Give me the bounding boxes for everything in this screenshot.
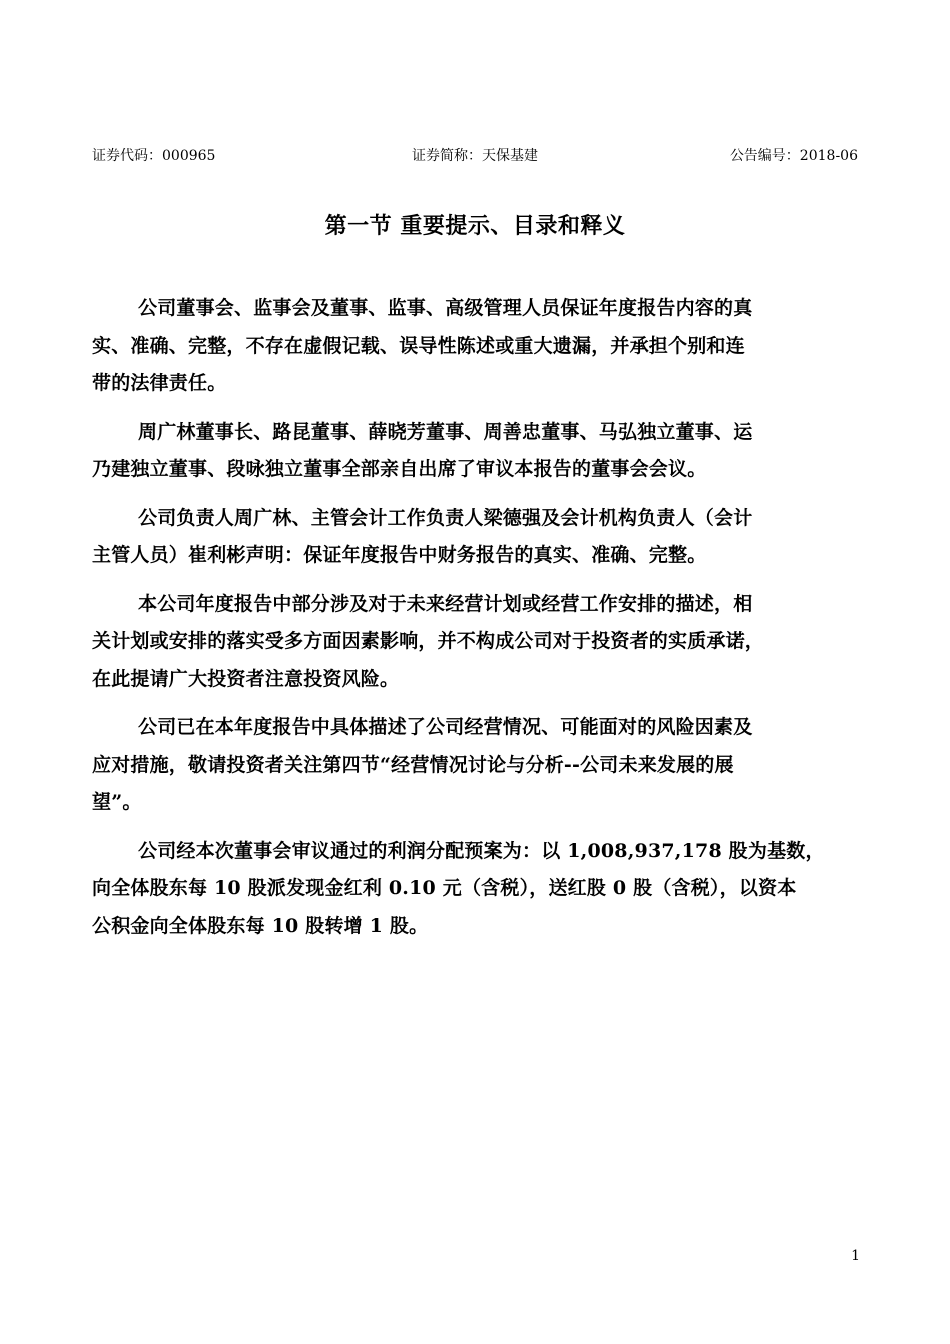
paragraph-profit-distribution [92,833,858,946]
paragraph-line: 关计划或安排的落实受多方面因素影响，并不构成公司对于投资者的实质承诺， [92,630,765,652]
paragraph-financial-statement [92,500,858,575]
document-body [92,290,858,956]
paragraph-line: 望”。 [92,791,142,813]
paragraph-line: 公司董事会、监事会及董事、监事、高级管理人员保证年度报告内容的真 [138,297,753,319]
paragraph-line: 实、准确、完整，不存在虚假记载、误导性陈述或重大遗漏，并承担个别和连 [92,334,745,357]
paragraph-line: 乃建独立董事、段咏独立董事全部亲自出席了审议本报告的董事会会议。 [92,458,707,480]
paragraph-risk-factors [92,709,858,822]
page-number: 1 [851,1248,860,1264]
paragraph-line: 在此提请广大投资者注意投资风险。 [92,667,400,690]
document-header [92,146,858,166]
paragraph-line: 公司负责人周广林、主管会计工作负责人梁德强及会计机构负责人（会计 [138,506,753,529]
paragraph-board-attendance [92,414,858,489]
paragraph-line: 应对措施，敬请投资者关注第四节“经营情况讨论与分析--公司未来发展的展 [92,753,734,776]
paragraph-forward-looking [92,586,858,699]
paragraph-line: 公司已在本年度报告中具体描述了公司经营情况、可能面对的风险因素及 [138,716,753,738]
paragraph-line: 公积金向全体股东每 10 股转增 1 股。 [92,914,429,937]
paragraph-line: 公司经本次董事会审议通过的利润分配预案为：以 1,008,937,178 股为基数， [138,839,825,862]
section-title: 第一节 重要提示、目录和释义 [324,213,626,239]
announcement-number: 公告编号：2018-06 [729,148,858,164]
stock-code: 证券代码：000965 [92,148,216,164]
paragraph-line: 带的法律责任。 [92,372,227,394]
paragraph-disclosure-guarantee [92,290,858,403]
paragraph-line: 主管人员）崔利彬声明：保证年度报告中财务报告的真实、准确、完整。 [92,544,707,566]
stock-abbreviation: 证券简称：天保基建 [412,148,538,164]
paragraph-line: 向全体股东每 10 股派发现金红利 0.10 元（含税），送红股 0 股（含税），以资本 [92,877,797,899]
paragraph-line: 周广林董事长、路昆董事、薛晓芳董事、周善忠董事、马弘独立董事、运 [138,420,753,443]
paragraph-line: 本公司年度报告中部分涉及对于未来经营计划或经营工作安排的描述，相 [138,592,753,615]
